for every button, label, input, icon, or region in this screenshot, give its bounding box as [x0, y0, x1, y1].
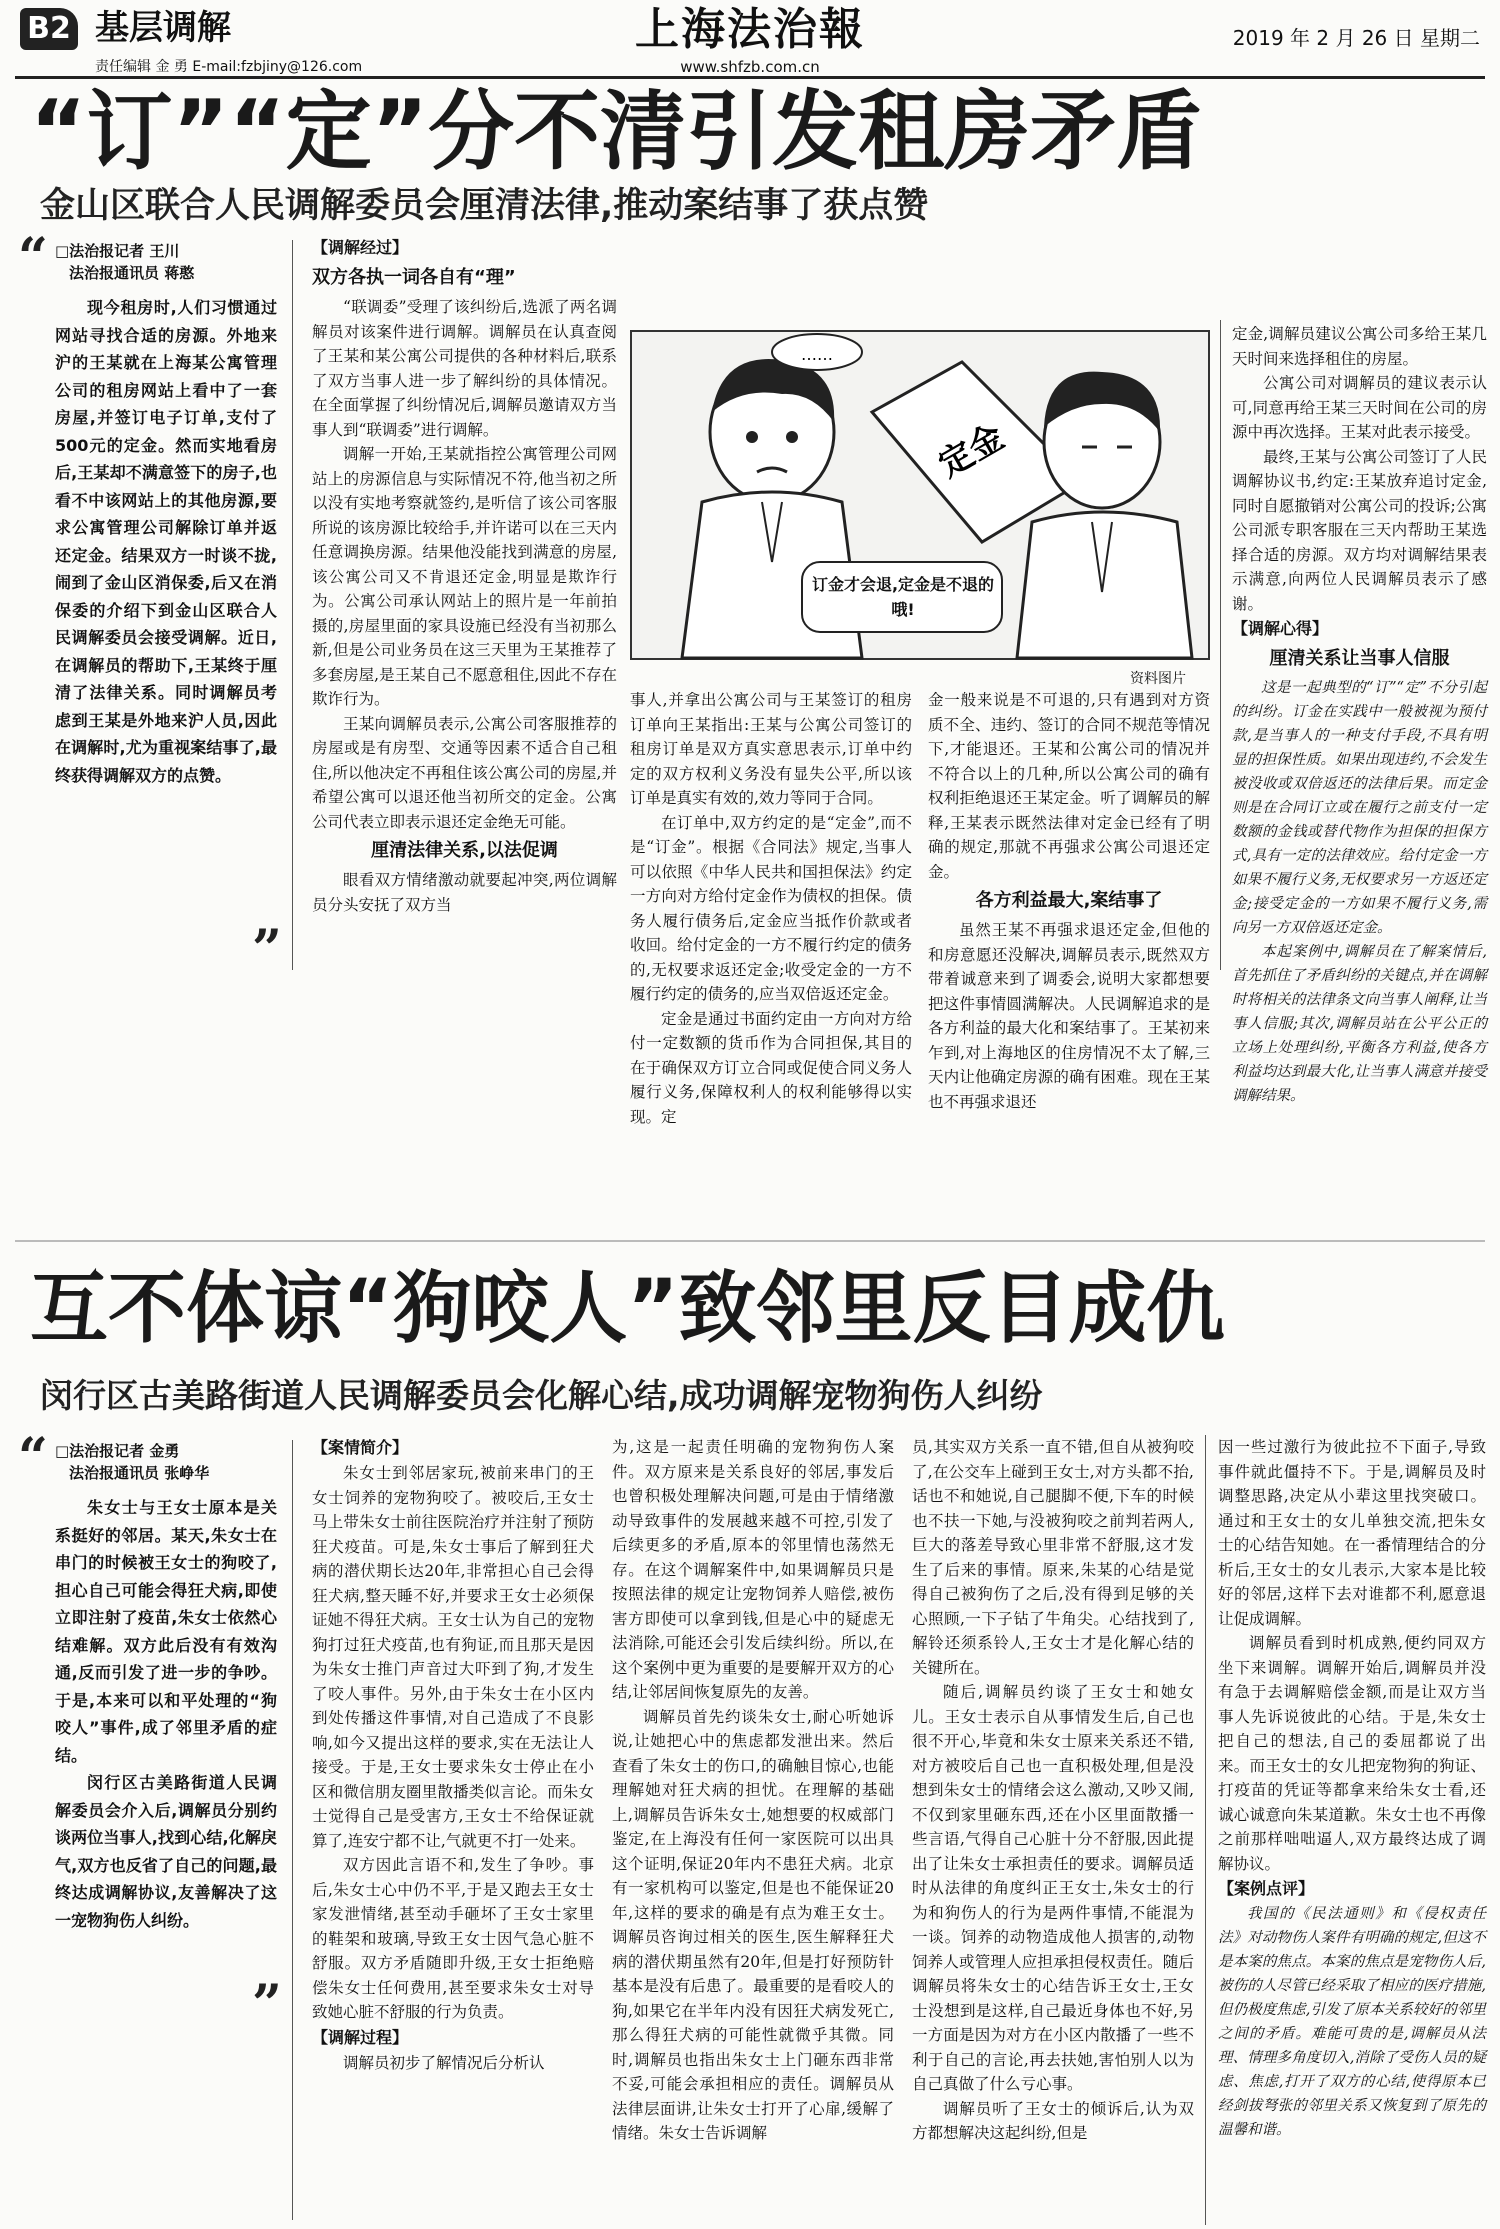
quote-close-mark: ”: [252, 919, 282, 980]
paragraph: “联调委”受理了该纠纷后,选派了两名调解员对该案件进行调解。调解员在认真查阅了王某和某公寓公司提供的各种材料后,联系了双方当事人进一步了解纠纷的具体情况。在全面掌握了纠纷情况后,调解员邀请双方当事人到“联调委”进行调解。: [312, 298, 617, 439]
story2-subhead: 闵行区古美路街道人民调解委员会化解心结,成功调解宠物狗伤人纠纷: [40, 1376, 1043, 1415]
story1-subheading-4: 厘清关系让当事人信服: [1269, 648, 1450, 669]
editor-line: 责任编辑 金 勇 E-mail:fzbjiny@126.com: [95, 59, 363, 75]
story2-lead: 朱女士与王女士原本是关系挺好的邻居。某天,朱女士在串门的时候被王女士的狗咬了,担心自己可能会得狂犬病,即使立即注射了疫苗,朱女士依然心结难解。双方此后没有有效沟通,反而引发了进一步的争吵。于是,本来可以和平处理的“狗咬人”事件,成了邻里矛盾的症结。: [55, 1498, 277, 1765]
paragraph: 调解员看到时机成熟,便约同双方坐下来调解。调解开始后,调解员并没有急于去调解赔偿金额,而是让双方当事人先诉说彼此的心结。于是,朱女士把自己的想法,自己的委屈都说了出来。而王女士的女儿把宠物狗的狗证、打疫苗的凭证等都拿来给朱女士看,还诚心诚意向朱某道歉。朱女士也不再像之前那样咄咄逼人,双方最终达成了调解协议。: [1218, 1634, 1486, 1873]
paragraph: 调解一开始,王某就指控公寓管理公司网站上的房源信息与实际情况不符,他当初之所以没有实地考察就签约,是听信了该公司客服所说的该房源比较给手,并许诺可以在三天内任意调换房源。结果他没能找到满意的房屋,该公寓公司又不肯退还定金,明显是欺诈行为。公寓公司承认网站上的照片是一年前拍摄的,房屋里面的家具设施已经没有当初那么新,但是公司业务员在这三天里为王某推荐了多套房屋,是王某自己不愿意租住,因此不存在欺诈行为。: [312, 445, 617, 708]
story1-subheading-1: 双方各执一词各自有“理”: [312, 267, 516, 288]
commentary-paragraph: 本起案例中,调解员在了解案情后,首先抓住了矛盾纠纷的关键点,并在调解时将相关的法律条文向当事人阐释,让当事人信服;其次,调解员站在公平公正的立场上处理纠纷,平衡各方利益,使各方利益均达到最大化,让当事人满意并接受调解结果。: [1232, 944, 1487, 1104]
paragraph: 定金,调解员建议公寓公司多给王某几天时间来选择租住的房屋。: [1232, 325, 1487, 368]
story2-section-tag: 【案情简介】: [312, 1438, 409, 1457]
story2-headline: 互不体谅“狗咬人”致邻里反目成仇: [30, 1264, 1225, 1354]
story1-column-4: [928, 688, 1210, 1111]
column-divider: [292, 240, 293, 970]
story2-column-3: [612, 1435, 894, 2225]
story1-lead: 现今租房时,人们习惯通过网站寻找合适的房源。外地来沪的王某就在上海某公寓管理公司的租房网站上看中了一套房屋,并签订电子订单,支付了500元的定金。然而实地看房后,王某却不满意签下的房子,也看不中该网站上的其他房源,要求公寓管理公司解除订单并返还定金。结果双方一时谈不拢,闹到了金山区消保委,后又在消保委的介绍下到金山区联合人民调解委员会接受调解。近日,在调解员的帮助下,王某终于厘清了法律关系。同时调解员考虑到王某是外地来沪人员,因此在调解时,尤为重视案结事了,最终获得调解双方的点赞。: [55, 298, 277, 785]
story2-column-2: [312, 1435, 594, 2225]
paragraph: 事人,并拿出公寓公司与王某签订的租房订单向王某指出:王某与公寓公司签订的租房订单是双方真实意思表示,订单中约定的双方权利义务没有显失公平,所以该订单是真实有效的,效力等同于合同。: [630, 691, 912, 807]
quote-open-mark: “: [18, 1427, 48, 1488]
header-rule: [15, 76, 1485, 79]
story2-column-4: [912, 1435, 1194, 2225]
paragraph: 调解员首先约谈朱女士,耐心听她诉说,让她把心中的焦虑都发泄出来。然后查看了朱女士的伤口,的确触目惊心,也能理解她对狂犬病的担忧。在理解的基础上,调解员告诉朱女士,她想要的权威部门鉴定,在上海没有任何一家医院可以出具这个证明,保证20年内不患狂犬病。北京有一家机构可以鉴定,但是也不能保证20年,这样的要求的确是有点为难王女士。调解员咨询过相关的医生,医生解释狂犬病的潜伏期虽然有20年,但是打好预防针基本是没有后患了。最重要的是看咬人的狗,如果它在半年内没有因狂犬病发死亡,那么得狂犬病的可能性就微乎其微。同时,调解员也指出朱女士上门砸东西非常不妥,可能会承担相应的责任。调解员从法律层面讲,让朱女士打开了心扉,缓解了情绪。朱女士告诉调解: [612, 1707, 894, 2142]
quote-open-mark: “: [18, 227, 48, 288]
website: www.shfzb.com.cn: [680, 58, 820, 76]
commentary-paragraph: 我国的《民法通则》和《侵权责任法》对动物伤人案件有明确的规定,但这不是本案的焦点。本案的焦点是宠物伤人后,被伤的人尽管已经采取了相应的医疗措施,但仍极度焦虑,引发了原本关系较好的邻里之间的矛盾。难能可贵的是,调解员从法理、情理多角度切入,消除了受伤人员的疑虑、焦虑,打开了双方的心结,使得原本已经剑拔弩张的邻里关系又恢复到了原先的温馨和谐。: [1218, 1906, 1486, 2138]
story1-section-tag: 【调解心得】: [1232, 619, 1329, 638]
story1-byline: [55, 240, 277, 284]
quote-close-mark: ”: [252, 1974, 282, 2035]
story1-column-3: [630, 688, 912, 1126]
section-badge: B2: [20, 8, 78, 50]
story1-column-2: [312, 235, 617, 970]
column-divider: [292, 1440, 293, 2220]
paragraph: 为,这是一起责任明确的宠物狗伤人案件。双方原来是关系良好的邻居,事发后也曾积极处理解决问题,可是由于情绪激动导致事件的发展越来越不可控,引发了后续更多的矛盾,原本的邻里情也荡然无存。在这个调解案件中,如果调解员只是按照法律的规定让宠物饲养人赔偿,被伤害方即使可以拿到钱,但是心中的疑虑无法消除,可能还会引发后续纠纷。所以,在这个案例中更为重要的是要解开双方的心结,让邻居间恢复原先的友善。: [612, 1438, 894, 1701]
paragraph: 调解员初步了解情况后分析认: [343, 2053, 545, 2072]
paragraph: 因一些过激行为彼此拉不下面子,导致事件就此僵持不下。于是,调解员及时调整思路,决定从小辈这里找突破口。通过和王女士的女儿单独交流,把朱女士的心结告知她。在一番情理结合的分析后,王女士的女儿表示,大家本是比较好的邻居,这样下去对谁都不利,愿意退让促成调解。: [1218, 1438, 1486, 1628]
paragraph: 在订单中,双方约定的是“定金”,而不是“订金”。根据《合同法》规定,当事人可以依照《中华人民共和国担保法》约定一方向对方给付定金作为债权的担保。债务人履行债务后,定金应当抵作价款或者收回。给付定金的一方不履行约定的债务的,无权要求返还定金;收受定金的一方不履行约定的债务的,应当双倍返还定金。: [630, 813, 912, 1003]
story1-lead-column: [55, 240, 277, 970]
paragraph: 朱女士到邻居家玩,被前来串门的王女士饲养的宠物狗咬了。被咬后,王女士马上带朱女士前往医院治疗并注射了预防狂犬疫苗。可是,朱女士事后了解到狂犬病的潜伏期长达20年,非常担心自己会得狂犬病,整天睡不好,并要求王女士必须保证她不得狂犬病。王女士认为自己的宠物狗打过狂犬疫苗,也有狗证,而且那天是因为朱女士推门声音过大吓到了狗,才发生了咬人事件。另外,由于朱女士在小区内到处传播这件事情,对自己造成了不良影响,如今又提出这样的要求,实在无法让人接受。于是,王女士要求朱女士停止在小区和微信朋友圈里散播类似言论。而朱女士觉得自己是受害方,王女士不给保证就算了,连安宁都不让,气就更不打一处来。: [312, 1464, 594, 1850]
story1-column-5: [1232, 322, 1487, 1104]
story1-headline: “订”“定”分不清引发租房矛盾: [30, 82, 1203, 182]
cartoon-speech-bubble: 订金才会退,定金是不退的哦!: [811, 575, 995, 619]
story1-section-tag: 【调解经过】: [312, 238, 409, 257]
story2-section-tag: 【案例点评】: [1218, 1879, 1315, 1898]
paragraph: 最终,王某与公寓公司签订了人民调解协议书,约定:王某放弃追讨定金,同时自愿撤销对公寓公司的投诉;公寓公司派专职客服在三天内帮助王某选择合适的房源。双方均对调解结果表示满意,向两位人民调解员表示了感谢。: [1232, 447, 1487, 613]
story1-byline-correspondent: 法治报通讯员 蒋憨: [69, 264, 195, 282]
commentary-paragraph: 这是一起典型的“订”“定”不分引起的纠纷。订金在实践中一般被视为预付款,是当事人的一种支付手段,不具有明显的担保性质。如果出现违约,不会发生被没收或双倍返还的法律后果。而定金则是在合同订立或在履行之前支付一定数额的金钱或替代物作为担保的担保方式,具有一定的法律效应。给付定金一方如果不履行义务,无权要求另一方返还定金;接受定金的一方如果不履行义务,需向另一方双倍返还定金。: [1232, 680, 1487, 936]
paragraph: 眼看双方情绪激动就要起冲突,两位调解员分头安抚了双方当: [312, 871, 617, 914]
story2-byline-reporter: □法治报记者 金勇: [55, 1442, 180, 1460]
paragraph: 双方因此言语不和,发生了争吵。事后,朱女士心中仍不平,于是又跑去王女士家发泄情绪,甚至动手砸坏了王女士家里的鞋架和玻璃,导致王女士因气急心脏不舒服。双方矛盾随即升级,王女士拒绝赔偿朱女士任何费用,甚至要求朱女士对导致她心脏不舒服的行为负责。: [312, 1856, 594, 2021]
story2-byline: [55, 1440, 277, 1484]
section-name: 基层调解: [95, 8, 231, 48]
dateline: 2019 年 2 月 26 日 星期二: [1232, 26, 1480, 50]
story2-column-5: [1218, 1435, 1486, 2225]
speech-ellipsis: ……: [801, 345, 833, 364]
paragraph: 定金是通过书面约定由一方向对方给付一定数额的货币作为合同担保,其目的在于确保双方订立合同或促使合同义务人履行义务,保障权利人的权利能够得以实现。定: [630, 1009, 912, 1126]
story2-byline-correspondent: 法治报通讯员 张峥华: [69, 1464, 210, 1482]
story1-subheading-2: 厘清法律关系,以法促调: [371, 840, 558, 861]
paragraph: 随后,调解员约谈了王女士和她女儿。王女士表示自从事情发生后,自己也很不开心,毕竟和朱女士原来关系还不错,对方被咬后自己也一直积极处理,但是没想到朱女士的情绪会这么激动,又吵又闹,不仅到家里砸东西,还在小区里面散播一些言语,气得自己心脏十分不舒服,因此提出了让朱女士承担责任的要求。调解员适时从法律的角度纠正王女士,朱女士的行为和狗伤人的行为是两件事情,不能混为一谈。饲养的动物造成他人损害的,动物饲养人或管理人应担承担侵权责任。随后调解员将朱女士的心结告诉王女士,王女士没想到是这样,自己最近身体也不好,另一方面是因为对方在小区内散播了一些不利于自己的言论,再去扶她,害怕别人以为自己真做了什么亏心事。: [912, 1683, 1194, 2093]
paragraph: 王某向调解员表示,公寓公司客服推荐的房屋或是有房型、交通等因素不适合自己租住,所以他决定不再租住该公寓公司的房屋,并希望公寓可以退还他当初所交的定金。公寓公司代表立即表示退还定金绝无可能。: [312, 714, 617, 831]
photo-credit: 资料图片: [1130, 671, 1186, 687]
story1-subhead: 金山区联合人民调解委员会厘清法律,推动案结事了获点赞: [40, 186, 929, 226]
story1-subheading-3: 各方利益最大,案结事了: [975, 890, 1163, 911]
story-divider: [15, 1240, 1485, 1242]
column-divider: [1205, 1435, 1206, 2225]
story1-byline-reporter: □法治报记者 王川: [55, 242, 180, 260]
cartoon-illustration: [630, 330, 1210, 660]
paragraph: 公寓公司对调解员的建议表示认可,同意再给王某三天时间在公司的房源中再次选择。王某对此表示接受。: [1232, 374, 1487, 441]
masthead: 上海法治報: [635, 4, 865, 55]
column-divider: [1220, 320, 1221, 970]
story2-lead: 闵行区古美路街道人民调解委员会介入后,调解员分别约谈两位当事人,找到心结,化解戾气,双方也反省了自己的问题,最终达成调解协议,友善解决了这一宠物狗伤人纠纷。: [55, 1773, 277, 1930]
paper-label: 定金: [932, 416, 1011, 486]
paragraph: 员,其实双方关系一直不错,但自从被狗咬了,在公交车上碰到王女士,对方头都不抬,话也不和她说,自己腿脚不便,下车的时候也不扶一下她,与没被狗咬之前判若两人,巨大的落差导致心里非常不舒服,这才发生了后来的事情。原来,朱某的心结是觉得自己被狗伤了之后,没有得到足够的关心照顾,一下子钻了牛角尖。心结找到了,解铃还须系铃人,王女士才是化解心结的关键所在。: [912, 1438, 1194, 1677]
paragraph: 调解员听了王女士的倾诉后,认为双方都想解决这起纠纷,但是: [912, 2099, 1194, 2142]
paragraph: 虽然王某不再强求退还定金,但他的和房意愿还没解决,调解员表示,既然双方带着诚意来到了调委会,说明大家都想要把这件事情圆满解决。人民调解追求的是各方利益的最大化和案结事了。王某初来乍到,对上海地区的住房情况不太了解,三天内让他确定房源的确有困难。现在王某也不再强求退还: [928, 921, 1210, 1111]
paragraph: 金一般来说是不可退的,只有遇到对方资质不全、违约、签订的合同不规范等情况下,才能退还。王某和公寓公司的情况并不符合以上的几种,所以公寓公司的确有权利拒绝退还王某定金。听了调解员的解释,王某表示既然法律对定金已经有了明确的规定,那就不再强求公寓公司退还定金。: [928, 691, 1210, 881]
story2-section-tag: 【调解过程】: [312, 2027, 409, 2047]
story2-lead-column: [55, 1440, 277, 2220]
